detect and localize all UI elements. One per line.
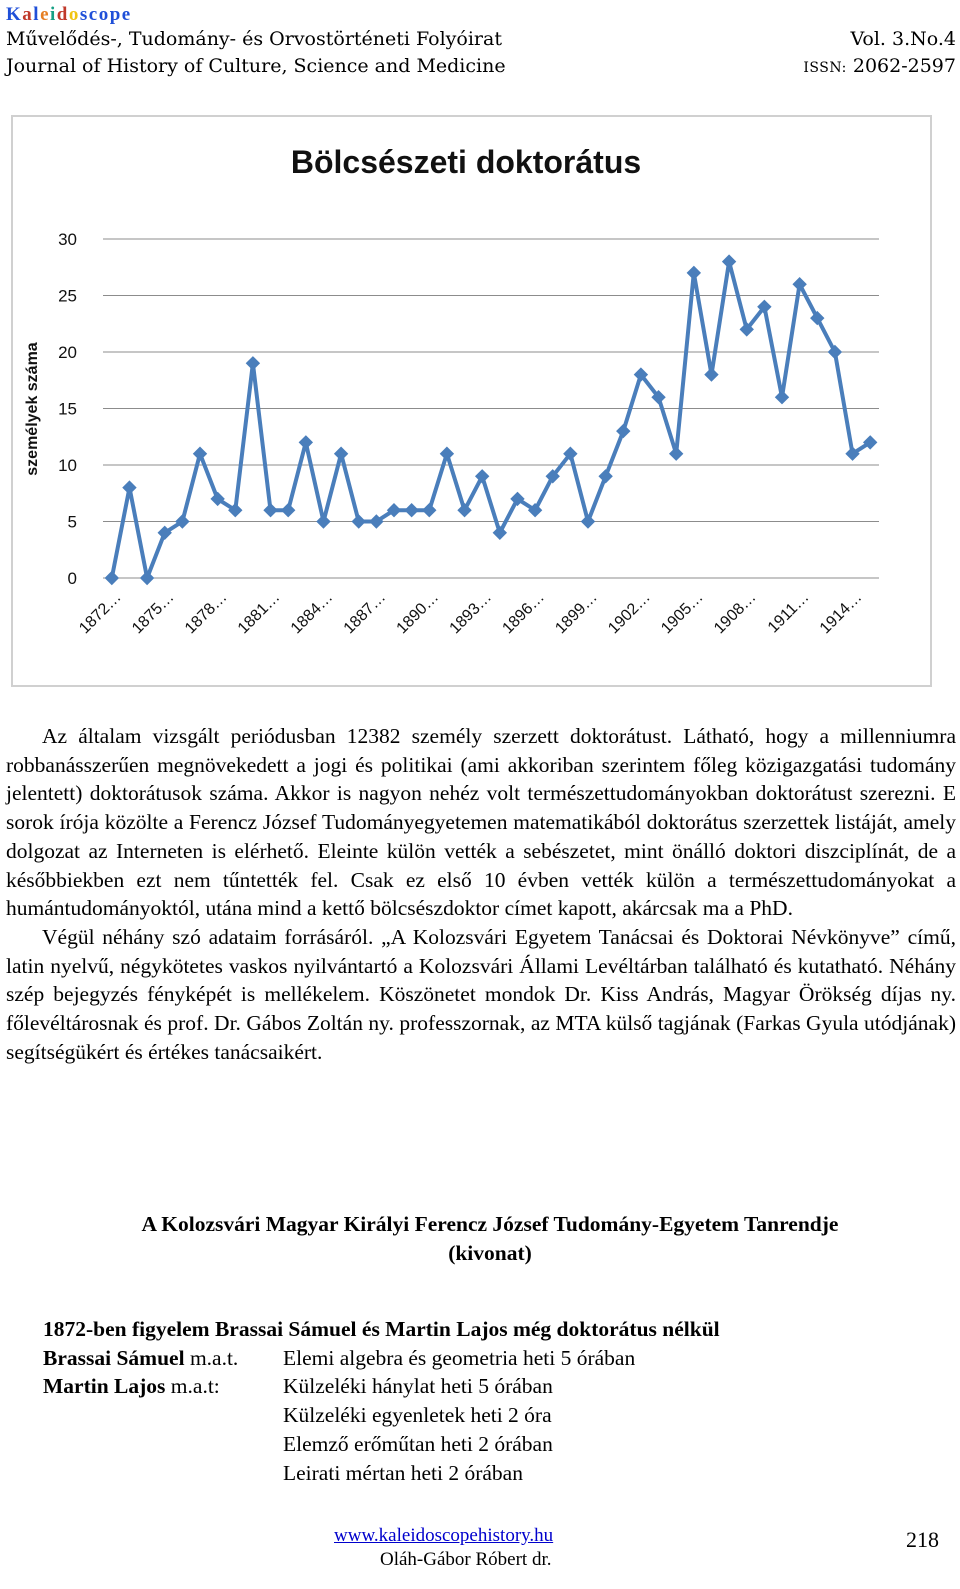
teacher-title: m.a.t. — [184, 1345, 239, 1370]
paragraph-2: Végül néhány szó adataim forrásáról. „A Kolozsvári Egyetem Tanácsai és Doktorai Névkönyve” című, latin nyelvű, négykötetes vaskos nyilvántartó a Kolozsvári Állami Levéltárban található és kutatható. Néhány szép bejegyzés fényképét is mellékelem. Köszönetet mondok Dr. Kiss András, Magyar Örökség díjas ny. főlevéltárosnak és prof. Dr. Gábos Zoltán ny. professzornak, az MTA külső tagjának (Farkas Gyula utódjának) segítségükért és értékes tanácsaikért. — [6, 924, 956, 1064]
x-tick-label: 1893… — [446, 588, 496, 638]
data-point — [670, 447, 683, 460]
journal-logo — [6, 4, 956, 26]
chart-container — [11, 115, 932, 687]
header-line-2 — [6, 53, 956, 82]
course-row — [43, 1401, 720, 1430]
logo-letter: c — [88, 4, 99, 25]
course-intro: 1872-ben figyelem Brassai Sámuel és Martin Lajos még doktorátus nélkül — [43, 1317, 720, 1341]
course-list — [43, 1315, 720, 1487]
course-name: Elemző erőműtan heti 2 órában — [283, 1431, 553, 1456]
x-tick-label: 1884… — [287, 588, 337, 638]
course-row — [43, 1430, 720, 1459]
logo-letter: e — [40, 4, 50, 25]
y-tick-label: 0 — [67, 569, 77, 588]
data-point — [264, 504, 277, 517]
x-tick-label: 1905… — [658, 588, 707, 638]
teacher — [43, 1344, 283, 1373]
data-point — [582, 515, 595, 528]
teacher-name: Brassai Sámuel — [43, 1345, 185, 1370]
section-heading — [40, 1210, 940, 1268]
y-tick-label: 20 — [58, 343, 77, 362]
journal-subtitle-en: Journal of History of Culture, Science and Medicine — [6, 55, 506, 77]
page-header — [6, 4, 956, 82]
teacher — [43, 1372, 283, 1401]
data-point — [141, 572, 154, 585]
heading-line-2: (kivonat) — [448, 1241, 532, 1265]
data-point — [705, 368, 718, 381]
data-point — [599, 470, 612, 483]
data-point — [317, 515, 330, 528]
course-row — [43, 1372, 720, 1401]
journal-volume: Vol. 3.No.4 — [850, 28, 956, 50]
x-tick-label: 1872… — [76, 588, 125, 638]
y-tick-label: 15 — [58, 399, 77, 419]
author-name: Oláh-Gábor Róbert dr. — [380, 1549, 552, 1570]
issn-label: ISSN: — [803, 60, 847, 76]
paragraph-1: Az általam vizsgált periódusban 12382 személy szerzett doktorátust. Látható, hogy a millenniumra robbanásszerűen megnövekedett a jogi és politikai (ami akkoriban szerintem főleg közigazgatási tudomány jelentett) doktorátusok száma. Akkor is nagyon nehéz volt természettudományokban doktorátust szerezni. E sorok írója közölte a Ferencz József Tudományegyetemen matematikából doktorátus szerzettek listáját, amely dolgozat az Interneten is elérhető. Eleinte külön vették a sebészetet, mint önálló doktori diszciplínát, de a későbbiekben ezt nem tűntették fel. Csak ez első 10 évben vették külön a természettudományokat a humántudományoktól, utána mind a kettő bölcsészdoktor címet kapott, akárcsak ma a PhD. — [6, 724, 956, 921]
article-body — [6, 722, 956, 1066]
data-point — [194, 447, 207, 460]
journal-issn — [803, 53, 956, 82]
x-tick-label: 1887… — [340, 588, 390, 638]
data-point — [105, 572, 118, 585]
course-row — [43, 1344, 720, 1373]
y-tick-label: 10 — [58, 456, 77, 475]
data-point — [617, 425, 630, 438]
heading-line-1: A Kolozsvári Magyar Királyi Ferencz József Tudomány-Egyetem Tanrendje — [141, 1212, 839, 1236]
line-chart — [13, 117, 930, 685]
x-tick-label: 1914… — [816, 588, 866, 638]
logo-letter: o — [68, 4, 80, 25]
course-name: Leirati mértan heti 2 órában — [283, 1460, 523, 1485]
data-point — [423, 504, 436, 517]
x-tick-label: 1881… — [234, 588, 284, 638]
issn-value: 2062-2597 — [852, 55, 956, 77]
logo-letter: K — [6, 4, 23, 25]
logo-letter: a — [22, 4, 34, 25]
logo-letter: o — [98, 4, 110, 25]
data-point — [352, 515, 365, 528]
y-tick-label: 25 — [58, 286, 77, 306]
x-tick-label: 1911… — [764, 588, 813, 637]
website-link[interactable]: www.kaleidoscopehistory.hu — [334, 1525, 554, 1546]
data-point — [687, 266, 700, 279]
chart-title: Bölcsészeti doktorátus — [290, 144, 642, 180]
logo-letter: p — [109, 4, 122, 25]
logo-letter: d — [56, 4, 69, 25]
data-point — [440, 447, 453, 460]
course-name: Külzeléki egyenletek heti 2 óra — [283, 1403, 552, 1428]
x-tick-label: 1908… — [711, 588, 760, 638]
x-tick-label: 1899… — [552, 588, 601, 638]
logo-letter: l — [33, 4, 41, 25]
y-tick-label: 30 — [58, 230, 77, 249]
course-name: Külzeléki hánylat heti 5 órában — [283, 1374, 553, 1399]
x-tick-label: 1890… — [393, 588, 443, 638]
teacher-name: Martin Lajos — [43, 1374, 166, 1399]
data-point — [282, 504, 295, 517]
y-axis-label: személyek száma — [24, 342, 41, 476]
course-name: Elemi algebra és geometria heti 5 órában — [283, 1345, 636, 1370]
data-point — [405, 504, 418, 517]
teacher-title: m.a.t: — [165, 1374, 220, 1399]
series-line — [112, 262, 870, 578]
logo-letter: s — [79, 4, 89, 25]
header-line-1 — [6, 26, 956, 53]
data-point — [123, 481, 136, 494]
journal-subtitle-hu: Művelődés-, Tudomány- és Orvostörténeti Folyóirat — [6, 28, 502, 50]
page-number: 218 — [906, 1527, 939, 1552]
x-tick-label: 1902… — [605, 588, 654, 638]
x-tick-label: 1875… — [129, 588, 178, 638]
x-tick-label: 1896… — [499, 588, 548, 638]
y-tick-label: 5 — [67, 512, 77, 532]
logo-letter: e — [121, 4, 132, 25]
data-point — [776, 391, 789, 404]
data-point — [246, 357, 259, 370]
data-point — [335, 447, 348, 460]
course-row — [43, 1459, 720, 1488]
x-tick-label: 1878… — [181, 588, 231, 638]
logo-letter: i — [50, 4, 57, 25]
data-point — [723, 255, 736, 268]
data-point — [299, 436, 312, 449]
